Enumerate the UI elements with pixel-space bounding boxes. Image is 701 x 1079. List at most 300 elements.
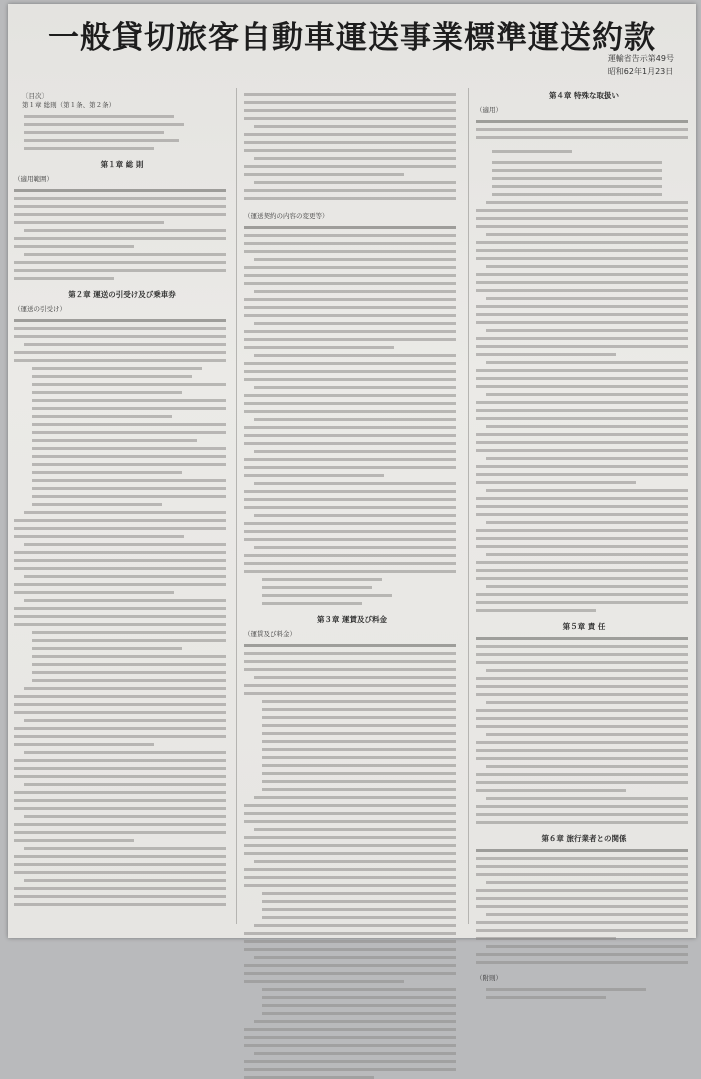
text-line: [486, 988, 646, 991]
text-line: [262, 1012, 456, 1015]
text-line: [486, 329, 688, 332]
text-line: [486, 797, 688, 800]
text-line: [476, 601, 688, 604]
text-line: [14, 807, 226, 810]
notice-number-line: 運輸省告示第49号: [607, 54, 674, 63]
text-line: [32, 631, 226, 634]
text-line: [254, 796, 456, 799]
text-line: [254, 125, 456, 128]
text-line: [244, 306, 456, 309]
text-column-3: [476, 88, 692, 982]
text-line: [32, 663, 226, 666]
text-line: [244, 226, 456, 229]
text-line: [14, 791, 226, 794]
text-line: [244, 394, 456, 397]
text-line: [262, 764, 456, 767]
text-line: [14, 327, 226, 330]
text-line: [244, 1068, 456, 1071]
text-line: [14, 895, 226, 898]
text-line: [476, 433, 688, 436]
text-line: [244, 1044, 456, 1047]
text-line: [476, 273, 688, 276]
text-line: [14, 535, 184, 538]
text-line: [254, 157, 456, 160]
text-line: [254, 1052, 456, 1055]
text-line: [476, 537, 688, 540]
text-line: [486, 585, 688, 588]
text-line: [262, 740, 456, 743]
text-line: [14, 743, 154, 746]
text-line: [244, 490, 456, 493]
text-line: [486, 425, 688, 428]
text-line: [244, 189, 456, 192]
text-line: [254, 418, 456, 421]
text-line: [476, 545, 688, 548]
text-line: [476, 529, 688, 532]
text-line: [262, 756, 456, 759]
text-line: [14, 623, 226, 626]
text-line: [476, 569, 688, 572]
text-line: [254, 924, 456, 927]
text-line: [486, 265, 688, 268]
text-line: [244, 876, 456, 879]
text-line: [14, 903, 226, 906]
text-line: [476, 281, 688, 284]
text-line: [476, 241, 688, 244]
text-line: [476, 813, 688, 816]
text-line: [244, 948, 456, 951]
text-line: [476, 953, 688, 956]
toc-item: 第１章 総則（第１条、第２条）: [22, 101, 116, 109]
text-line: [14, 319, 226, 322]
text-line: [262, 996, 456, 999]
text-line: [244, 426, 456, 429]
text-line: [32, 407, 226, 410]
text-line: [244, 570, 456, 573]
text-line: [476, 865, 688, 868]
text-line: [476, 249, 688, 252]
text-line: [262, 724, 456, 727]
text-line: [476, 353, 616, 356]
text-line: [244, 266, 456, 269]
text-line: [14, 615, 226, 618]
text-line: [32, 367, 202, 370]
text-line: [262, 772, 456, 775]
text-line: [486, 393, 688, 396]
text-line: [32, 439, 197, 442]
text-line: [14, 519, 226, 522]
text-line: [476, 717, 688, 720]
text-line: [32, 679, 226, 682]
text-line: [476, 217, 688, 220]
text-line: [476, 321, 688, 324]
text-line: [14, 855, 226, 858]
text-line: [492, 169, 662, 172]
text-line: [476, 661, 688, 664]
text-line: [244, 836, 456, 839]
text-line: [244, 562, 456, 565]
text-line: [244, 434, 456, 437]
text-line: [262, 748, 456, 751]
text-line: [244, 1036, 456, 1039]
text-line: [476, 577, 688, 580]
text-line: [24, 229, 226, 232]
text-line: [14, 775, 226, 778]
notice-number: [608, 52, 674, 78]
text-line: [476, 385, 688, 388]
text-line: [244, 282, 456, 285]
text-line: [476, 645, 688, 648]
text-line: [244, 852, 456, 855]
text-line: [476, 609, 596, 612]
text-line: [244, 498, 456, 501]
text-line: [244, 370, 456, 373]
text-line: [476, 225, 688, 228]
notice-date-line: 昭和62年1月23日: [607, 67, 674, 76]
text-line: [24, 511, 226, 514]
text-line: [244, 1060, 456, 1063]
text-line: [32, 415, 172, 418]
text-line: [14, 197, 226, 200]
text-line: [476, 377, 688, 380]
text-line: [476, 741, 688, 744]
text-line: [492, 193, 662, 196]
chapter-heading: 第３章 運賃及び料金: [316, 615, 388, 624]
text-line: [262, 892, 456, 895]
text-line: [254, 181, 456, 184]
text-line: [476, 693, 688, 696]
text-line: [244, 972, 456, 975]
text-line: [14, 695, 226, 698]
text-line: [24, 115, 174, 118]
text-line: [24, 147, 154, 150]
text-line: [24, 599, 226, 602]
text-line: [244, 346, 394, 349]
text-line: [244, 644, 456, 647]
text-line: [244, 804, 456, 807]
text-line: [476, 685, 688, 688]
text-line: [262, 594, 392, 597]
text-line: [262, 1004, 456, 1007]
text-line: [486, 669, 688, 672]
text-line: [262, 578, 382, 581]
text-line: [476, 561, 688, 564]
text-line: [254, 956, 456, 959]
text-line: [254, 514, 456, 517]
text-line: [254, 676, 456, 679]
text-line: [14, 759, 226, 762]
text-line: [244, 362, 456, 365]
text-line: [486, 701, 688, 704]
text-line: [32, 383, 226, 386]
text-line: [476, 345, 688, 348]
text-line: [254, 354, 456, 357]
text-line: [476, 921, 688, 924]
text-line: [476, 305, 688, 308]
text-line: [244, 820, 456, 823]
text-line: [486, 733, 688, 736]
text-line: [14, 205, 226, 208]
text-line: [244, 668, 456, 671]
section-heading: （運送契約の内容の変更等）: [244, 212, 329, 220]
text-line: [244, 812, 456, 815]
text-line: [24, 575, 226, 578]
text-line: [14, 831, 226, 834]
text-line: [476, 136, 688, 139]
text-line: [262, 716, 456, 719]
text-line: [476, 789, 626, 792]
chapter-heading: 第１章 総 則: [100, 160, 144, 169]
text-line: [476, 677, 688, 680]
text-line: [244, 410, 456, 413]
text-line: [476, 805, 688, 808]
text-line: [24, 139, 179, 142]
text-line: [14, 189, 226, 192]
text-line: [14, 607, 226, 610]
text-line: [14, 277, 114, 280]
text-line: [476, 473, 688, 476]
text-line: [244, 149, 456, 152]
text-line: [262, 586, 372, 589]
text-line: [14, 559, 226, 562]
text-line: [244, 101, 456, 104]
text-line: [486, 553, 688, 556]
text-line: [244, 980, 404, 983]
text-line: [262, 732, 456, 735]
chapter-heading: 第６章 旅行業者との関係: [541, 834, 627, 843]
text-line: [14, 351, 226, 354]
text-line: [14, 583, 226, 586]
text-line: [14, 245, 134, 248]
text-line: [244, 530, 456, 533]
text-line: [244, 234, 456, 237]
text-line: [476, 257, 688, 260]
text-line: [24, 131, 164, 134]
text-line: [244, 402, 456, 405]
text-line: [32, 447, 226, 450]
text-line: [476, 637, 688, 640]
text-line: [492, 185, 662, 188]
surcharge-table: [482, 145, 692, 196]
text-line: [14, 335, 226, 338]
text-line: [262, 700, 456, 703]
section-heading: （適用範囲）: [14, 175, 53, 183]
chapter-heading: 第５章 責 任: [562, 622, 606, 631]
text-line: [476, 781, 688, 784]
text-line: [14, 823, 226, 826]
text-line: [476, 409, 688, 412]
text-line: [244, 466, 456, 469]
text-line: [244, 93, 456, 96]
text-line: [244, 506, 456, 509]
text-line: [476, 905, 688, 908]
text-line: [244, 173, 404, 176]
text-line: [476, 289, 688, 292]
text-line: [476, 757, 688, 760]
text-line: [32, 463, 226, 466]
text-line: [262, 908, 456, 911]
text-line: [244, 474, 384, 477]
text-line: [24, 253, 226, 256]
text-line: [32, 503, 162, 506]
text-line: [476, 937, 616, 940]
text-line: [476, 120, 688, 123]
text-line: [254, 482, 456, 485]
text-line: [476, 725, 688, 728]
text-line: [244, 458, 456, 461]
text-line: [244, 932, 456, 935]
text-line: [244, 522, 456, 525]
text-line: [476, 128, 688, 131]
text-line: [486, 361, 688, 364]
text-line: [262, 708, 456, 711]
text-line: [24, 751, 226, 754]
text-line: [14, 261, 226, 264]
text-line: [244, 250, 456, 253]
text-line: [14, 221, 164, 224]
text-line: [244, 197, 456, 200]
chapter-heading: 第４章 特殊な取扱い: [548, 91, 620, 100]
text-line: [492, 161, 662, 164]
text-line: [244, 330, 456, 333]
text-line: [244, 684, 456, 687]
text-line: [24, 815, 226, 818]
text-line: [486, 765, 688, 768]
text-line: [14, 551, 226, 554]
document-title: 一般貸切旅客自動車運送事業標準運送約款: [48, 20, 656, 56]
text-line: [14, 887, 226, 890]
text-line: [244, 338, 456, 341]
text-line: [32, 375, 192, 378]
text-line: [486, 521, 688, 524]
text-line: [262, 988, 456, 991]
text-line: [244, 378, 456, 381]
text-column-2: [244, 88, 460, 928]
text-line: [32, 639, 226, 642]
text-column-1: [14, 88, 230, 928]
column-divider: [468, 88, 469, 924]
text-line: [14, 213, 226, 216]
text-line: [24, 543, 226, 546]
text-line: [14, 527, 226, 530]
text-line: [14, 567, 226, 570]
text-line: [476, 857, 688, 860]
text-line: [476, 401, 688, 404]
text-line: [32, 495, 226, 498]
text-line: [486, 996, 606, 999]
text-line: [486, 489, 688, 492]
text-line: [24, 719, 226, 722]
text-line: [476, 369, 688, 372]
text-line: [476, 773, 688, 776]
text-line: [244, 141, 456, 144]
text-line: [244, 109, 456, 112]
text-line: [262, 788, 456, 791]
text-line: [486, 913, 688, 916]
text-line: [476, 849, 688, 852]
text-line: [476, 821, 688, 824]
text-line: [476, 209, 688, 212]
text-line: [244, 165, 456, 168]
text-line: [254, 258, 456, 261]
supplementary-provisions-heading: （附則）: [476, 974, 502, 982]
text-line: [254, 546, 456, 549]
text-line: [476, 505, 688, 508]
text-line: [24, 123, 184, 126]
text-line: [476, 749, 688, 752]
text-line: [14, 839, 134, 842]
text-line: [486, 945, 688, 948]
text-line: [14, 735, 226, 738]
text-line: [244, 298, 456, 301]
text-line: [486, 881, 688, 884]
text-line: [244, 868, 456, 871]
text-line: [24, 783, 226, 786]
text-line: [244, 274, 456, 277]
text-line: [32, 423, 226, 426]
text-line: [14, 871, 226, 874]
text-line: [476, 709, 688, 712]
text-line: [254, 1020, 456, 1023]
text-line: [476, 961, 688, 964]
text-line: [476, 593, 688, 596]
text-line: [14, 767, 226, 770]
text-line: [32, 479, 226, 482]
text-line: [476, 873, 688, 876]
text-line: [476, 449, 688, 452]
text-line: [262, 602, 362, 605]
text-line: [486, 233, 688, 236]
text-line: [244, 660, 456, 663]
section-heading: （運送の引受け）: [14, 305, 66, 313]
text-line: [476, 653, 688, 656]
text-line: [32, 471, 182, 474]
text-line: [476, 929, 688, 932]
text-line: [32, 391, 182, 394]
text-line: [476, 313, 688, 316]
text-line: [24, 343, 226, 346]
text-line: [476, 337, 688, 340]
text-line: [24, 879, 226, 882]
toc-heading: 〔目次〕: [22, 92, 48, 100]
notice-sheet: [8, 4, 696, 982]
text-line: [254, 860, 456, 863]
text-line: [476, 465, 688, 468]
text-line: [476, 441, 688, 444]
text-line: [32, 431, 226, 434]
text-line: [262, 916, 456, 919]
text-line: [244, 554, 456, 557]
chapter-heading: 第２章 運送の引受け及び乗車券: [68, 290, 176, 299]
text-line: [32, 655, 226, 658]
section-heading: （適用）: [476, 106, 502, 114]
text-line: [244, 964, 456, 967]
text-line: [244, 242, 456, 245]
text-line: [14, 237, 226, 240]
text-line: [32, 455, 226, 458]
text-line: [244, 1028, 456, 1031]
text-line: [486, 297, 688, 300]
text-line: [486, 457, 688, 460]
text-line: [14, 799, 226, 802]
column-divider: [236, 88, 237, 924]
text-line: [476, 889, 688, 892]
text-line: [14, 711, 226, 714]
text-line: [14, 359, 226, 362]
text-line: [244, 133, 456, 136]
text-line: [254, 450, 456, 453]
text-line: [244, 442, 456, 445]
